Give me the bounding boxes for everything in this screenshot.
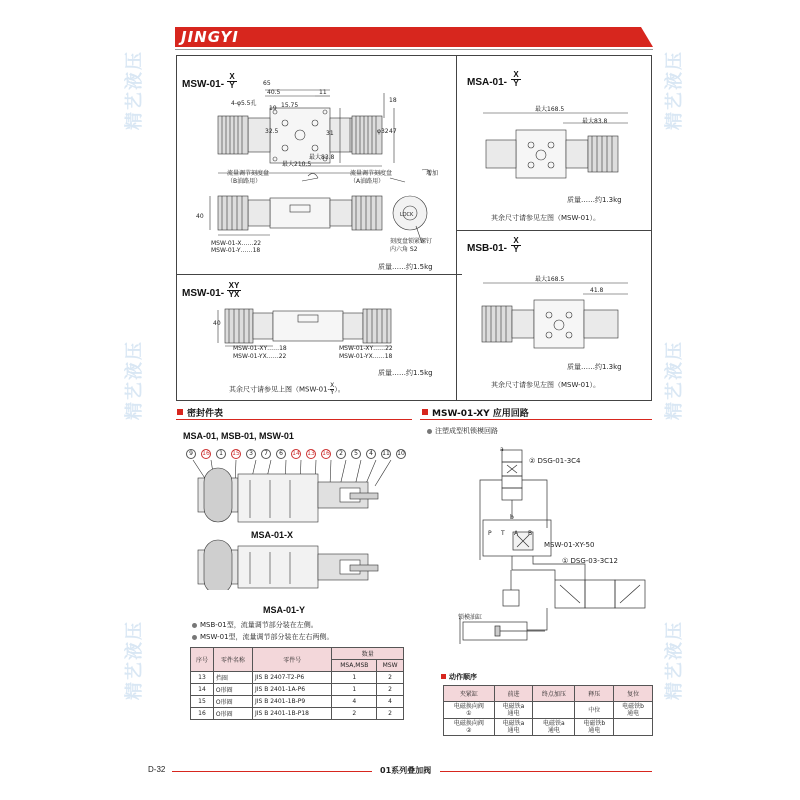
model-label-msb: MSB-01- — [467, 243, 508, 254]
valve-label-mid: MSW-01-XY-50 — [544, 541, 595, 549]
port-label: B — [528, 530, 533, 537]
dim-line: MSW-01-XY……22 — [339, 345, 393, 352]
cell-part: JIS B 2401-1B-P18 — [252, 708, 332, 720]
part-balloon: 16 — [202, 450, 210, 457]
cell-c2: 电磁铁a 通电 — [533, 719, 575, 736]
col-header: 释压 — [575, 686, 614, 702]
cell-name: O形圈 — [213, 708, 252, 720]
part-balloon: 1 — [216, 449, 226, 459]
lock-label: LOCK — [400, 212, 414, 218]
cell-c2 — [533, 702, 575, 719]
part-balloon: 16 — [322, 450, 330, 457]
mass-msb: 质量……约1.3kg — [567, 363, 622, 371]
part-balloon: 2 — [336, 449, 346, 459]
dim-label: 41.8 — [590, 287, 604, 294]
note-text: MSB-01型，流量调节部分装在左侧。 — [200, 621, 318, 629]
ref-frac-top: X — [330, 382, 335, 389]
dim-label: 11 — [319, 89, 327, 96]
cell-c4: 电磁铁b 通电 — [614, 702, 653, 719]
dim-label: 最大168.5 — [535, 276, 565, 283]
cell-c1: 电磁铁a 通电 — [494, 702, 533, 719]
table-row — [191, 684, 404, 696]
watermark: 精艺液压 — [664, 50, 685, 130]
section-label-y: MSA-01-Y — [263, 605, 306, 615]
brand-logo: JINGYI — [181, 28, 239, 46]
cell-msa: 1 — [332, 672, 377, 684]
model-label-msw-xy: MSW-01- — [182, 288, 225, 299]
ref-suffix: ）。 — [334, 385, 345, 394]
dim-label: 4-φ5.5孔 — [231, 100, 257, 107]
seal-section-drawings — [190, 460, 410, 590]
col-header-name: 零件名称 — [213, 648, 252, 672]
sequence-table — [443, 685, 653, 736]
cell-msw: 2 — [377, 684, 404, 696]
cell-label: 电磁换向阀 ② — [444, 719, 495, 736]
part-balloon: 11 — [382, 450, 390, 457]
col-header: 前进 — [494, 686, 533, 702]
part-balloon: 3 — [246, 449, 256, 459]
cell-c4 — [614, 719, 653, 736]
section-rule — [176, 419, 412, 420]
frac-bottom: Y — [511, 79, 521, 88]
cell-msa: 2 — [332, 708, 377, 720]
ref-msb: 其余尺寸请参见左图（MSW-01）。 — [491, 381, 601, 389]
part-balloon: 6 — [276, 449, 286, 459]
section-bullet — [177, 409, 183, 415]
cell-no: 16 — [191, 708, 214, 720]
dim-label: 19 — [269, 105, 277, 112]
frac-top: X — [229, 72, 235, 81]
seal-models-title: MSA-01, MSB-01, MSW-01 — [183, 431, 294, 441]
dim-label: 32.5 — [265, 128, 279, 135]
table-header-row — [444, 686, 653, 702]
valve-label-1: ② DSG-01-3C4 — [529, 457, 581, 465]
col-header: 夹紧缸 — [444, 686, 495, 702]
msb-drawing — [478, 280, 638, 355]
dim-label: 47 — [389, 128, 397, 135]
port-label: A — [514, 530, 519, 537]
col-header: 终点加压 — [533, 686, 575, 702]
watermark: 精艺液压 — [124, 620, 145, 700]
cell-msa: 4 — [332, 696, 377, 708]
part-balloon: 15 — [232, 450, 240, 457]
ref-msw-xy — [229, 383, 345, 396]
increase-label: 增加 — [426, 170, 439, 177]
dim-label: φ32 — [377, 128, 389, 135]
mass-msw-xy: 质量……约1.5kg — [378, 369, 433, 377]
cell-part: JIS B 2401-1B-P9 — [252, 696, 332, 708]
sequence-title-text: 动作顺序 — [449, 673, 477, 681]
port-label: a — [500, 446, 504, 453]
frame-divider — [456, 230, 652, 231]
model-frac-msb — [511, 237, 521, 254]
dim-line-x: MSW-01-X……22 — [211, 240, 262, 247]
mass-msa: 质量……约1.3kg — [567, 196, 622, 204]
cell-no: 14 — [191, 684, 214, 696]
cylinder-label: 锁模油缸 — [458, 614, 483, 621]
col-header-part: 零件号 — [252, 648, 332, 672]
frac-bottom: YX — [228, 290, 240, 299]
watermark: 精艺液压 — [124, 340, 145, 420]
note-text: MSW-01型，流量调节部分装在左右两侧。 — [200, 633, 334, 641]
ref-frac-bottom: Y — [330, 389, 334, 396]
dim-line: MSW-01-XY……18 — [233, 345, 287, 352]
dim-label: 40 — [213, 320, 221, 327]
ref-msa: 其余尺寸请参见左图（MSW-01）。 — [491, 214, 601, 222]
table-row — [191, 708, 404, 720]
part-balloon: 4 — [366, 449, 376, 459]
model-label-msa: MSA-01- — [467, 77, 508, 88]
dim-label: 40 — [196, 213, 204, 220]
header-rule — [175, 49, 653, 50]
footer-page-number: D-32 — [148, 765, 166, 774]
table-row — [444, 719, 653, 736]
seal-table — [190, 647, 404, 720]
cell-c1: 电磁铁a 通电 — [494, 719, 533, 736]
cell-msw: 2 — [377, 708, 404, 720]
dim-label: 40.5 — [267, 89, 281, 96]
cell-msw: 4 — [377, 696, 404, 708]
cell-no: 13 — [191, 672, 214, 684]
frame-divider — [456, 55, 457, 401]
cell-msw: 2 — [377, 672, 404, 684]
callout-b: 流量调节刻度盘 （B油路用） — [227, 170, 270, 185]
brand-bar — [175, 27, 653, 47]
dim-line-y: MSW-01-Y……18 — [211, 247, 261, 254]
circuit-note — [427, 426, 498, 436]
seal-section-title: 密封件表 — [187, 409, 224, 419]
msa-drawing — [478, 110, 638, 185]
seal-note — [192, 632, 334, 642]
col-header: 复位 — [614, 686, 653, 702]
section-rule — [420, 419, 652, 420]
col-header-msw: MSW — [377, 660, 404, 672]
col-header-no: 序号 — [191, 648, 214, 672]
mass-msw: 质量……约1.5kg — [378, 263, 433, 271]
dim-label: 65 — [263, 80, 271, 87]
frac-top: X — [513, 236, 519, 245]
part-balloon: 14 — [292, 450, 300, 457]
watermark: 精艺液压 — [664, 620, 685, 700]
cell-label: 电磁换向阀 ① — [444, 702, 495, 719]
cell-part: JIS B 2401-1A-P6 — [252, 684, 332, 696]
section-label-x: MSA-01-X — [251, 530, 294, 540]
ref-prefix: 其余尺寸请参见上图（MSW-01- — [229, 385, 331, 394]
col-header-msa: MSA,MSB — [332, 660, 377, 672]
section-bullet — [422, 409, 428, 415]
cell-no: 15 — [191, 696, 214, 708]
cell-msa: 1 — [332, 684, 377, 696]
dim-label: 最大83.8 — [582, 118, 608, 125]
frac-top: XY — [228, 281, 240, 290]
model-frac-msa — [511, 71, 521, 88]
table-row — [191, 672, 404, 684]
valve-label-2: ① DSG-03-3C12 — [562, 557, 618, 565]
dim-label: 最大168.5 — [535, 106, 565, 113]
port-label: P — [488, 530, 492, 537]
dim-label: 15.75 — [281, 102, 299, 109]
footer-title: 01系列叠加阀 — [380, 766, 432, 775]
sequence-title — [441, 672, 477, 682]
cell-name: 挡圈 — [213, 672, 252, 684]
cell-c3: 电磁铁b 通电 — [575, 719, 614, 736]
part-balloon: 10 — [397, 450, 405, 457]
footer-rule — [440, 771, 652, 772]
cell-name: O形圈 — [213, 696, 252, 708]
frac-top: X — [513, 70, 519, 79]
dim-label: 最大83.8 — [309, 154, 335, 161]
table-row — [191, 696, 404, 708]
note-text: 注塑成型机锁模回路 — [435, 427, 498, 435]
part-balloon: 9 — [186, 449, 196, 459]
callout-a: 流量调节刻度盘 （A油路用） — [350, 170, 393, 185]
footer-rule — [172, 771, 372, 772]
dim-label: 31 — [326, 130, 334, 137]
watermark: 精艺液压 — [124, 50, 145, 130]
dim-line: MSW-01-YX……22 — [233, 353, 287, 360]
dim-line: MSW-01-YX……18 — [339, 353, 393, 360]
part-balloon: 5 — [351, 449, 361, 459]
seal-note — [192, 620, 318, 630]
frame-divider — [176, 274, 462, 275]
cell-part: JIS B 2407-T2-P6 — [252, 672, 332, 684]
frac-bottom: Y — [227, 81, 237, 90]
model-label-msw: MSW-01- — [182, 79, 225, 90]
watermark: 精艺液压 — [664, 340, 685, 420]
lock-callout: 刻度盘锁紧螺钉 内六角 S2 — [390, 238, 433, 253]
table-row — [444, 702, 653, 719]
frac-bottom: Y — [511, 245, 521, 254]
model-frac-msw-xy — [227, 282, 241, 299]
port-label: b — [510, 514, 514, 521]
part-balloon: 13 — [307, 450, 315, 457]
circuit-section-title: MSW-01-XY 应用回路 — [432, 409, 529, 419]
cell-c3: 中位 — [575, 702, 614, 719]
cell-name: O形圈 — [213, 684, 252, 696]
msw-xy-drawing — [210, 305, 410, 350]
dim-label: 最大210.5 — [282, 161, 312, 168]
part-balloon: 7 — [261, 449, 271, 459]
dim-label: 18 — [389, 97, 397, 104]
port-label: T — [501, 530, 505, 537]
col-header-qty: 数量 — [332, 648, 404, 660]
